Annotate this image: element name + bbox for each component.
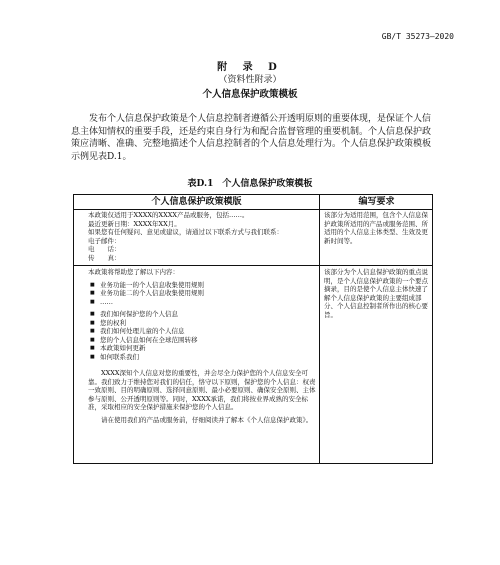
row1-line: 电 话： bbox=[88, 245, 121, 253]
list-item: ■ 如何联系我们 bbox=[88, 353, 316, 362]
list-item: ■ 业务功能一的个人信息收集使用规则 bbox=[88, 281, 316, 290]
standard-number: GB/T 35273—2020 bbox=[381, 32, 454, 41]
appendix-title: 附 录 D bbox=[217, 62, 283, 73]
row2-paragraph: 请在使用我们的产品或服务前，仔细阅读并了解本《个人信息保护政策》。 bbox=[101, 415, 313, 424]
row1-template-cell bbox=[88, 211, 316, 262]
row2-paragraph: XXXX深知个人信息对您的重要性，并会尽全力保护您的个人信息安全可靠。我们致力于维持您对我们的信任，恪守以下原则，保护您的个人信息：权责一致原则、目的明确原则、选择同意原则、最小必要原则、确保安全原则、主体参与原则、公开透明原则等。同时，XXXX承诺，我们将按业界成熟的安全标准，采取相应的安全保护措施来保护您的个人信息。 bbox=[88, 369, 316, 411]
row1-line: 传 真： bbox=[88, 253, 121, 262]
list-item: ■ 我们如何保护您的个人信息 bbox=[88, 310, 316, 319]
list-item: ■ …… bbox=[88, 298, 316, 307]
row2-template-cell bbox=[88, 268, 316, 424]
row2-requirement-cell: 该部分为个人信息保护政策的重点说明，是个人信息保护政策的一个要点摘录，目的是使个人信息主体快速了解个人信息保护政策的主要组成部分、个人信息控制者所作出的核心要旨。 bbox=[324, 268, 428, 319]
list-item: ■ 业务功能二的个人信息收集使用规则 bbox=[88, 289, 316, 298]
header-template: 个人信息保护政策模版 bbox=[151, 197, 242, 207]
intro-paragraph: 发布个人信息保护政策是个人信息控制者遵循公开透明原则的重要体现，是保证个人信息主体知情权的重要手段，还是约束自身行为和配合监督管理的重要机制。个人信息保护政策应清晰、准确、完整地描述个人信息控制者的个人信息处理行为。个人信息保护政策模板示例见表D.1。 bbox=[71, 114, 432, 162]
row1-line: 如果您有任何疑问、意见或建议，请通过以下联系方式与我们联系： bbox=[88, 228, 283, 236]
row1-requirement-cell: 该部分为适用范围，包含个人信息保护政策所适用的产品或服务范围、所适用的个人信息主体类型、生效及更新时间等。 bbox=[324, 211, 428, 245]
row1-line: 本政策仅适用于XXXX的XXXX产品或服务，包括……。 bbox=[88, 211, 249, 219]
table-caption: 表D.1 个人信息保护政策模板 bbox=[187, 179, 313, 189]
row-divider bbox=[74, 265, 432, 266]
list-item: ■ 您的权利 bbox=[88, 319, 316, 328]
list-item: ■ 本政策如何更新 bbox=[88, 344, 316, 353]
list-item: ■ 我们如何处理儿童的个人信息 bbox=[88, 327, 316, 336]
table-header bbox=[74, 195, 432, 210]
list-item: ■ 您的个人信息如何在全球范围转移 bbox=[88, 336, 316, 345]
row2-lead: 本政策将帮助您了解以下内容： bbox=[88, 268, 179, 276]
header-requirement: 编写要求 bbox=[358, 197, 395, 207]
row1-line: 电子邮件： bbox=[88, 236, 121, 245]
appendix-subtitle: （资料性附录） bbox=[218, 75, 282, 85]
policy-template-table bbox=[73, 194, 433, 464]
column-divider bbox=[319, 195, 320, 463]
row1-line: 最近更新日期：XXXX年XX月。 bbox=[88, 219, 181, 228]
appendix-name: 个人信息保护政策模板 bbox=[202, 89, 298, 100]
